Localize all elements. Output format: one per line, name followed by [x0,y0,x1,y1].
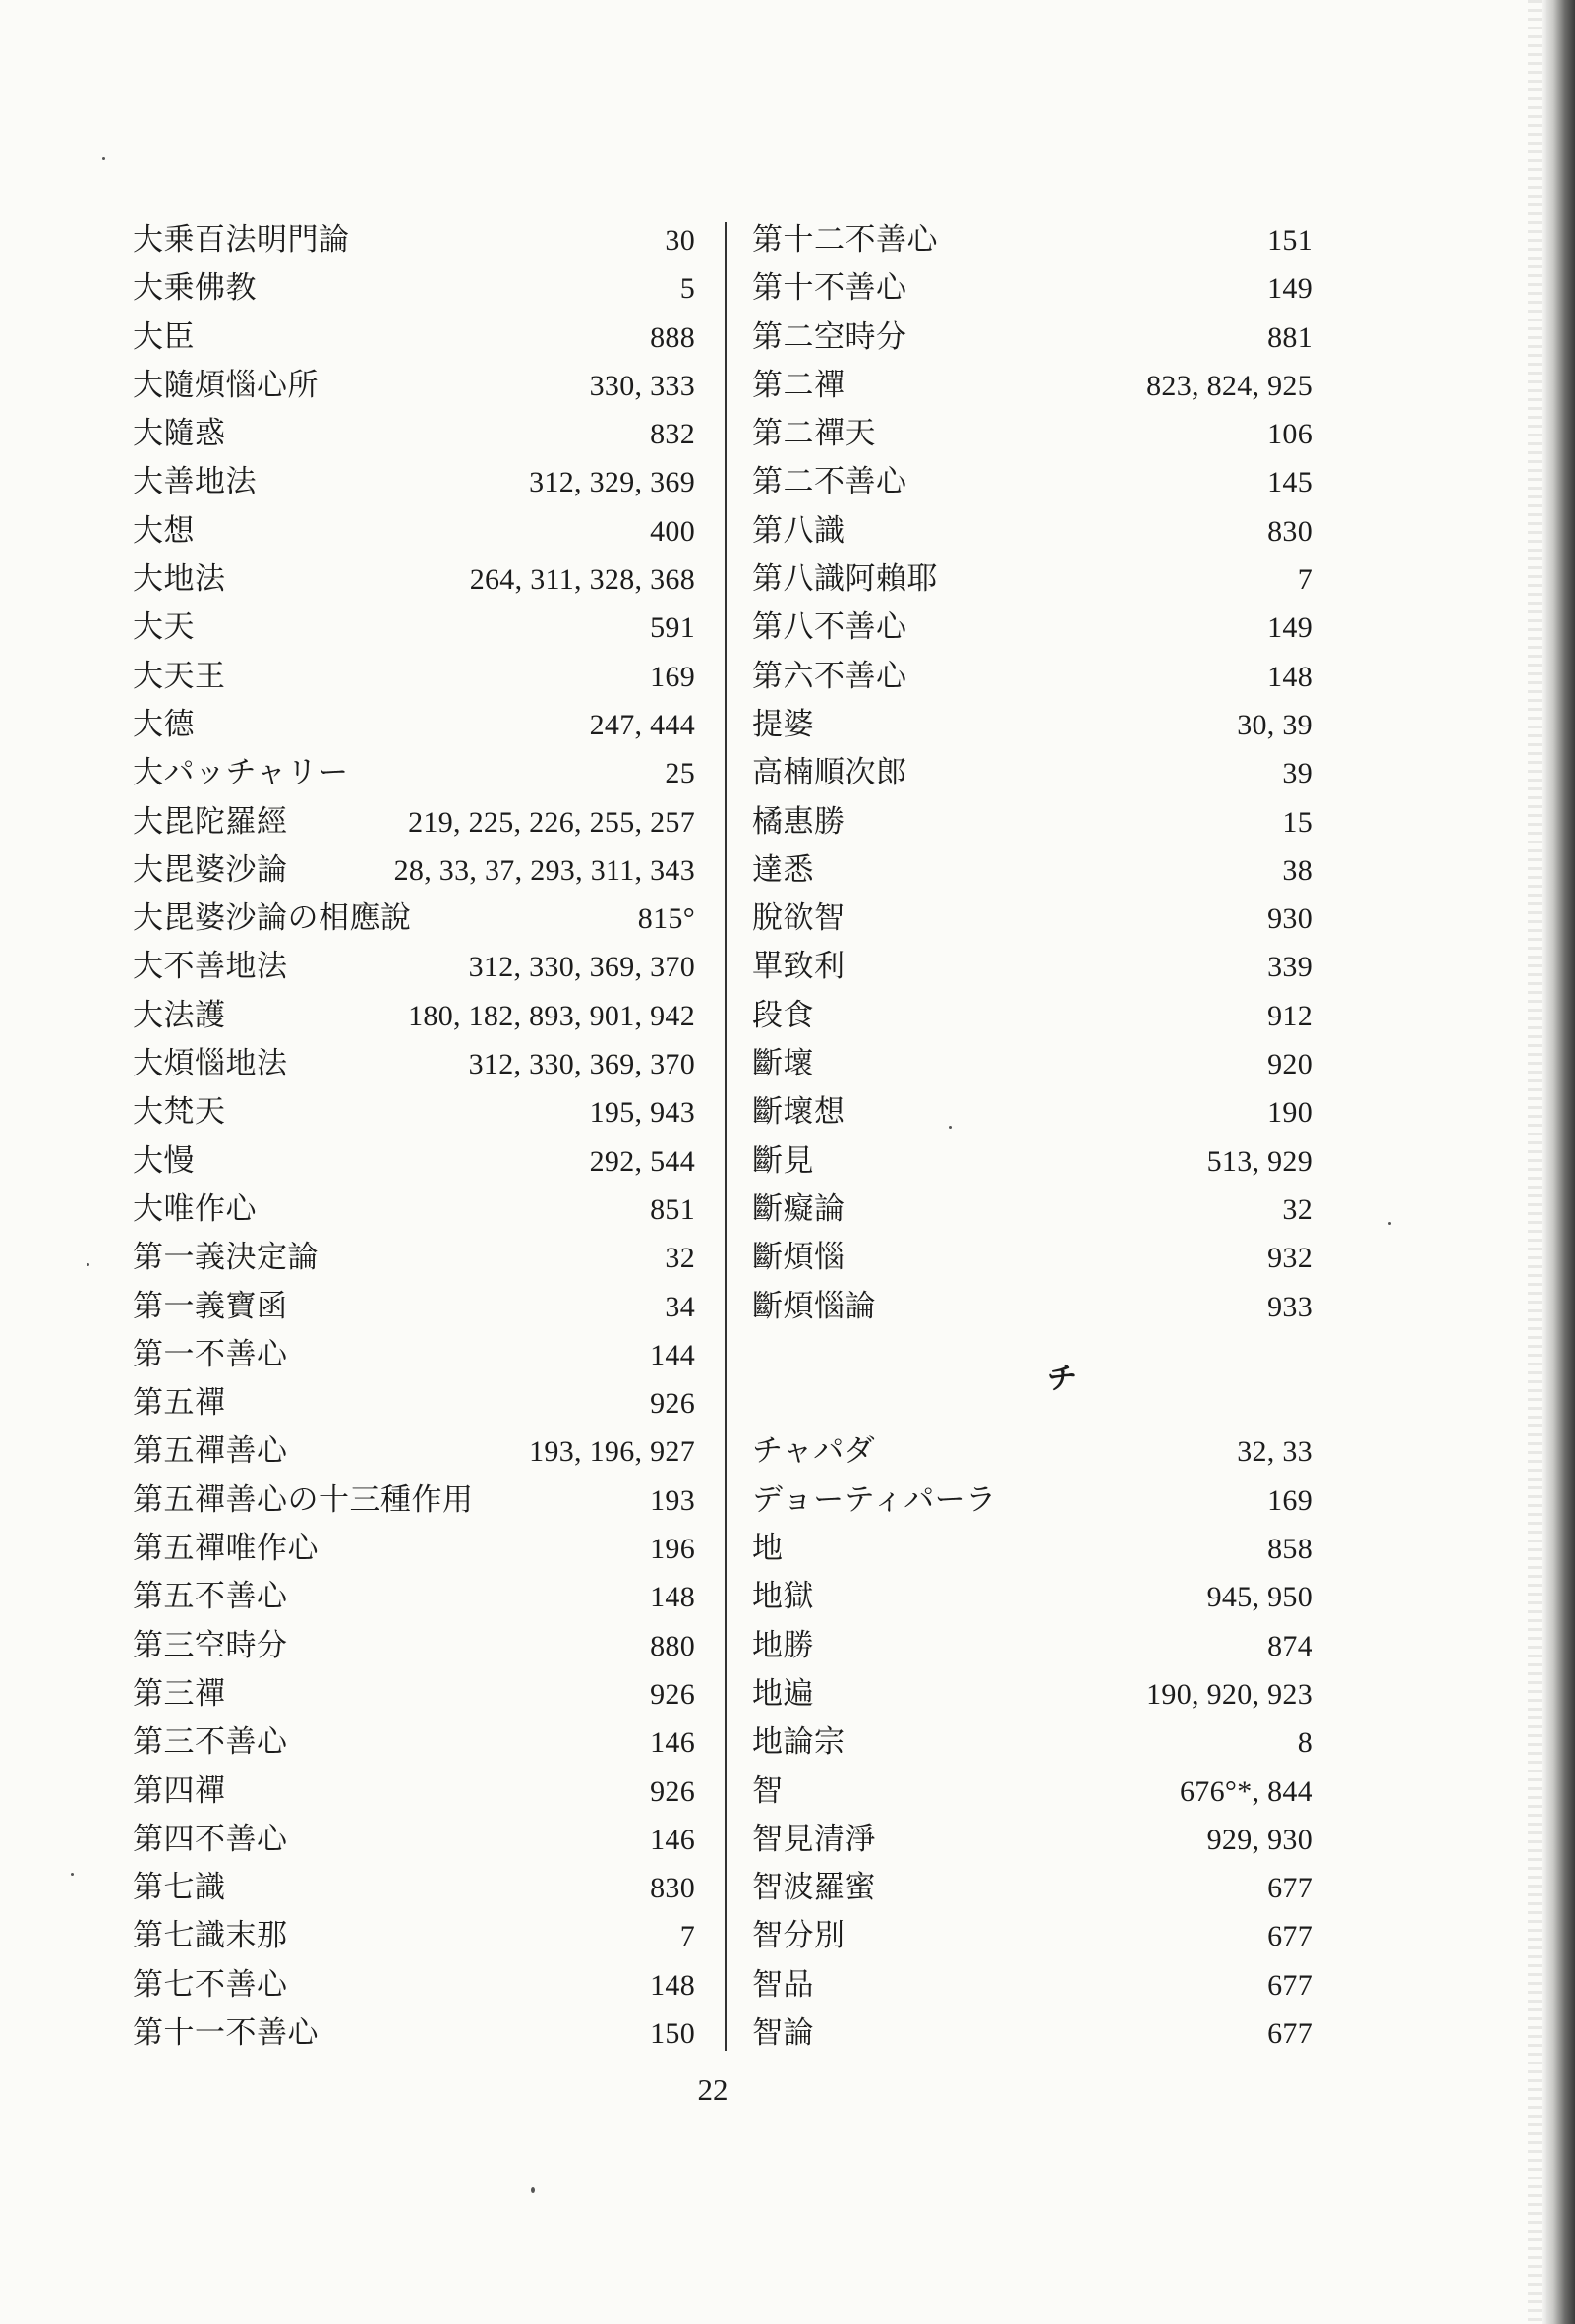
index-entry [752,1718,1312,1767]
index-entry [752,798,1312,846]
index-entry [133,216,695,264]
page-references: 920 [1267,1048,1312,1081]
index-term: 第七識 [133,1870,226,1906]
section-heading: チ [1047,1361,1077,1396]
index-entry [133,1816,695,1864]
page-references: 25 [665,757,695,790]
page-references: 149 [1267,272,1312,306]
index-term: 第一不善心 [133,1336,288,1372]
index-term: 單致利 [752,949,846,985]
index-entry [133,1234,695,1282]
index-entry [752,1622,1312,1670]
index-entry [752,1186,1312,1234]
page-references: 32 [1282,1192,1312,1226]
index-entry [133,555,695,604]
index-term: 大慢 [133,1142,195,1179]
index-term: 第五禪 [133,1385,226,1422]
index-column-left [133,216,695,2058]
index-entry [752,1768,1312,1816]
page-references: 339 [1267,951,1312,984]
index-entry [752,992,1312,1040]
page-references: 219, 225, 226, 255, 257 [408,805,695,839]
index-entry [133,1622,695,1670]
page-references: 312, 329, 369 [529,466,695,499]
index-entry [752,701,1312,749]
index-term: 大毘婆沙論の相應說 [133,901,412,937]
index-entry [752,1427,1312,1476]
index-term: 大善地法 [133,464,257,500]
page-references: 930 [1267,902,1312,936]
page-references: 38 [1282,853,1312,887]
index-entry [133,507,695,555]
page-references: 945, 950 [1206,1581,1312,1614]
index-term: 第十一不善心 [133,2014,319,2051]
index-term: 大隨煩惱心所 [133,367,319,403]
page-references: 933 [1267,1290,1312,1323]
index-entry [133,604,695,652]
index-term: 斷癡論 [752,1191,846,1227]
page-references: 146 [650,1726,695,1760]
index-term: 第七不善心 [133,1966,288,2003]
index-entry [133,1912,695,1960]
index-entry [133,1718,695,1767]
index-entry [752,1040,1312,1088]
index-term: 提婆 [752,706,814,742]
index-term: 第五禪善心 [133,1433,288,1470]
page-references: 677 [1267,1968,1312,2002]
index-term: 大乗佛教 [133,270,257,307]
page-references: 196 [650,1533,695,1566]
index-entry [752,362,1312,410]
index-term: 大乗百法明門論 [133,222,350,258]
index-term: 第十二不善心 [752,222,938,258]
index-entry [133,1573,695,1621]
index-term: 第六不善心 [752,658,907,694]
index-entry [752,1816,1312,1864]
index-term: 第四禪 [133,1772,226,1809]
index-entry [752,1961,1312,2009]
index-term: 第四不善心 [133,1821,288,1857]
page-edge-shadow [1542,0,1575,2324]
page-references: 149 [1267,611,1312,645]
index-term: チャパダ [752,1433,876,1470]
page-references: 151 [1267,224,1312,257]
index-term: 大臣 [133,319,195,355]
page-references: 330, 333 [589,369,695,402]
page-references: 264, 311, 328, 368 [469,563,695,597]
index-entry [752,1283,1312,1331]
index-term: 地獄 [752,1579,814,1615]
index-term: 大毘陀羅經 [133,803,288,840]
index-entry [133,943,695,991]
page-references: 929, 930 [1206,1823,1312,1856]
page-references: 677 [1267,1872,1312,1905]
index-term: 地遍 [752,1675,814,1712]
page-references: 169 [1267,1483,1312,1517]
page-references: 832 [650,418,695,451]
index-entry [752,2009,1312,2058]
index-entry [752,1088,1312,1136]
index-entry [752,458,1312,506]
index-term: 大煩惱地法 [133,1046,288,1082]
index-entry [752,846,1312,895]
page-number: 22 [697,2072,729,2107]
index-entry [133,2009,695,2058]
page-references: 190, 920, 923 [1146,1677,1312,1711]
paper-speck [949,1126,952,1129]
index-term: 第二空時分 [752,319,907,355]
index-term: 大地法 [133,561,226,598]
index-term: 地勝 [752,1627,814,1663]
page-references: 32, 33 [1237,1435,1312,1469]
index-term: 大不善地法 [133,949,288,985]
index-term: 地 [752,1531,784,1567]
index-entry [133,1040,695,1088]
index-term: 智品 [752,1966,814,2003]
index-entry [133,1331,695,1379]
index-term: 第三禪 [133,1675,226,1712]
paper-speck [1388,1222,1391,1225]
index-entry [133,264,695,313]
index-term: 斷見 [752,1142,814,1179]
index-entry [133,1186,695,1234]
index-entry [133,458,695,506]
index-term: 大想 [133,512,195,549]
page-references: 7 [679,1920,695,1953]
index-entry [752,410,1312,458]
index-term: 斷壞想 [752,1094,846,1131]
index-term: 智論 [752,2014,814,2051]
index-term: 段食 [752,997,814,1033]
index-entry [133,1477,695,1525]
page-references: 830 [1267,514,1312,548]
page-references: 676°*, 844 [1180,1774,1312,1808]
page-references: 932 [1267,1242,1312,1275]
page-references: 513, 929 [1206,1144,1312,1178]
page-references: 150 [650,2016,695,2050]
index-term: 第十不善心 [752,270,907,307]
page-references: 815° [637,902,695,936]
index-column-right [752,216,1312,2058]
page-references: 15 [1282,805,1312,839]
index-term: 第八識 [752,512,846,549]
index-term: 橘惠勝 [752,803,846,840]
index-term: 地論宗 [752,1724,846,1761]
page-references: 7 [1297,563,1312,597]
page-references: 30, 39 [1237,708,1312,741]
page-references: 926 [650,1677,695,1711]
index-term: 第三空時分 [133,1627,288,1663]
index-term: 智分別 [752,1918,846,1954]
index-term: 第一義決定論 [133,1240,319,1276]
page-references: 926 [650,1774,695,1808]
page-references: 193, 196, 927 [529,1435,695,1469]
index-term: 脫欲智 [752,901,846,937]
index-term: 第一義寶函 [133,1288,288,1324]
page-references: 28, 33, 37, 293, 311, 343 [393,853,695,887]
page-references: 39 [1282,757,1312,790]
page-references: 292, 544 [589,1144,695,1178]
index-term: 大毘婆沙論 [133,851,288,888]
page-references: 145 [1267,466,1312,499]
paper-speck [87,1263,89,1266]
page-references: 5 [679,272,695,306]
page-references: 169 [650,660,695,693]
index-entry [133,1137,695,1186]
index-term: 斷壞 [752,1046,814,1082]
page-references: 312, 330, 369, 370 [468,1048,695,1081]
index-entry [133,653,695,701]
index-entry [133,1283,695,1331]
page-references: 144 [650,1338,695,1371]
column-divider [725,222,727,2051]
index-term: 第八不善心 [752,610,907,646]
paper-speck [531,2187,535,2193]
index-entry [133,1379,695,1427]
page-references: 858 [1267,1533,1312,1566]
page-references: 193 [650,1483,695,1517]
index-term: 高楠順次郎 [752,755,907,791]
index-entry [133,1864,695,1912]
index-entry [133,1525,695,1573]
index-entry [752,943,1312,991]
index-term: 斷煩惱 [752,1240,846,1276]
page-references: 195, 943 [589,1096,695,1130]
index-entry [133,895,695,943]
index-entry [752,749,1312,797]
index-term: 第五不善心 [133,1579,288,1615]
index-term: 第五禪善心の十三種作用 [133,1482,474,1518]
index-entry [752,1477,1312,1525]
index-entry [752,1525,1312,1573]
index-entry [133,410,695,458]
paper-speck [102,157,105,160]
page-references: 874 [1267,1629,1312,1662]
page-references: 400 [650,514,695,548]
index-entry [752,1864,1312,1912]
index-entry [752,216,1312,264]
page-references: 148 [650,1968,695,2002]
index-entry [752,1234,1312,1282]
index-term: デョーティパーラ [752,1482,997,1518]
index-entry [752,604,1312,652]
paper-speck [71,1873,74,1876]
index-entry [133,1427,695,1476]
page-references: 312, 330, 369, 370 [468,951,695,984]
page-references: 34 [665,1290,695,1323]
index-entry [133,846,695,895]
index-term: 大隨惑 [133,416,226,452]
index-term: 大德 [133,706,195,742]
page-references: 30 [665,224,695,257]
index-entry [133,314,695,362]
index-term: 第二禪天 [752,416,876,452]
index-term: 大唯作心 [133,1191,257,1227]
page-references: 880 [650,1629,695,1662]
index-term: 達悉 [752,851,814,888]
index-term: 大パッチャリー [133,755,349,791]
index-term: 智波羅蜜 [752,1870,876,1906]
page-references: 830 [650,1872,695,1905]
page-references: 677 [1267,2016,1312,2050]
index-entry [752,264,1312,313]
index-entry [752,555,1312,604]
page-references: 146 [650,1823,695,1856]
page-references: 180, 182, 893, 901, 942 [408,999,695,1032]
index-term: 智見清淨 [752,1821,876,1857]
page-references: 148 [650,1581,695,1614]
index-term: 斷煩惱論 [752,1288,876,1324]
page-references: 591 [650,611,695,645]
index-term: 智 [752,1772,784,1809]
index-entry [752,1912,1312,1960]
index-entry [133,1670,695,1718]
index-term: 大法護 [133,997,226,1033]
index-entry [752,507,1312,555]
index-entry [752,653,1312,701]
index-entry [752,314,1312,362]
index-term: 大天 [133,610,195,646]
index-term: 第二不善心 [752,464,907,500]
page-references: 148 [1267,660,1312,693]
page-references: 888 [650,320,695,354]
page-references: 926 [650,1387,695,1421]
index-entry [752,1137,1312,1186]
index-term: 第七識末那 [133,1918,288,1954]
page-references: 247, 444 [589,708,695,741]
page-references: 823, 824, 925 [1146,369,1312,402]
page-references: 8 [1297,1726,1312,1760]
page-references: 912 [1267,999,1312,1032]
index-entry [133,749,695,797]
page-references: 32 [665,1242,695,1275]
index-entry [133,1768,695,1816]
index-term: 第二禪 [752,367,846,403]
page-references: 190 [1267,1096,1312,1130]
index-term: 第五禪唯作心 [133,1531,319,1567]
index-entry [752,1573,1312,1621]
index-entry [133,1961,695,2009]
index-entry [752,1670,1312,1718]
index-term: 第三不善心 [133,1724,288,1761]
index-term: 第八識阿賴耶 [752,561,938,598]
index-entry [133,701,695,749]
index-entry [133,798,695,846]
index-entry [752,895,1312,943]
index-entry [133,1088,695,1136]
page-references: 851 [650,1192,695,1226]
page-references: 106 [1267,418,1312,451]
page-references: 881 [1267,320,1312,354]
index-entry [133,992,695,1040]
index-term: 大梵天 [133,1094,226,1131]
index-entry [133,362,695,410]
index-term: 大天王 [133,658,226,694]
page-references: 677 [1267,1920,1312,1953]
